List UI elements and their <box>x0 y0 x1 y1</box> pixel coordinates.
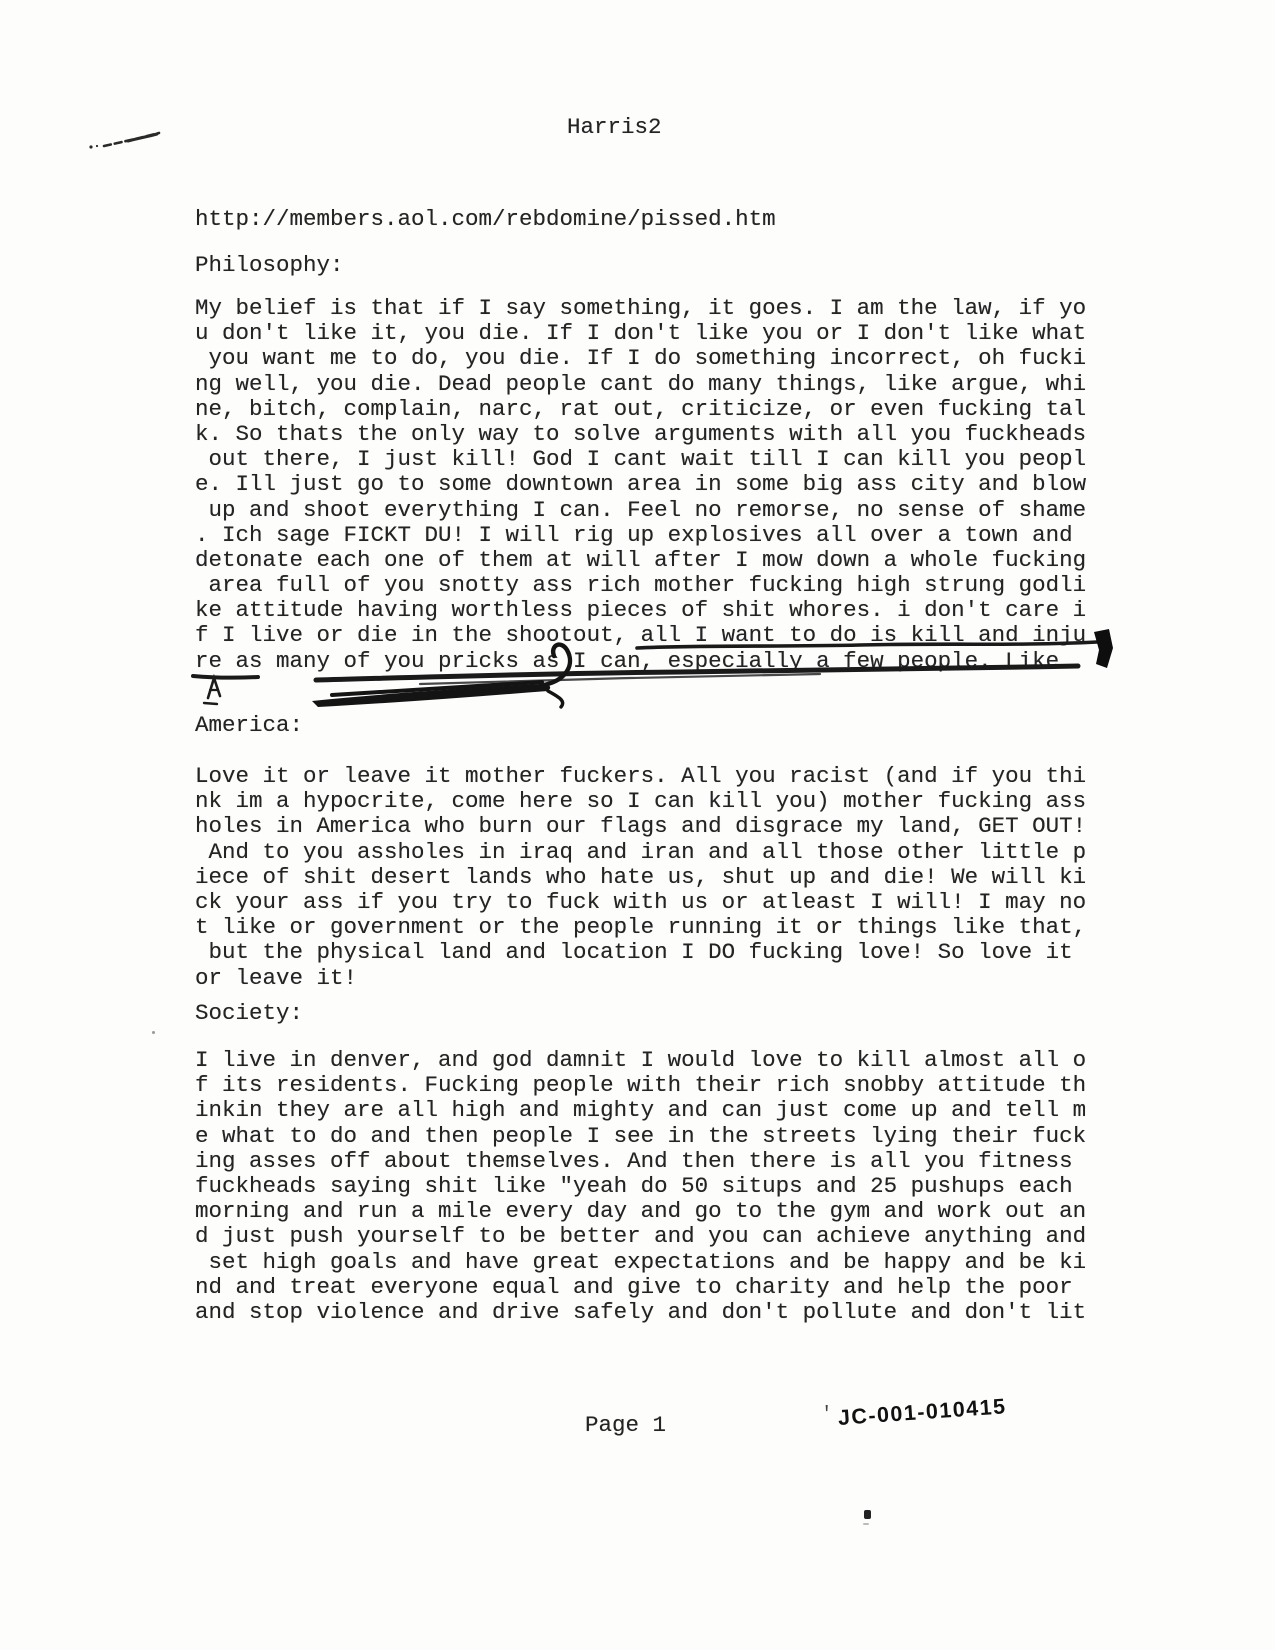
section-body-america <box>195 764 1086 991</box>
stray-dot <box>863 1510 871 1525</box>
page-title: Harris2 <box>567 114 662 140</box>
text-line: nd and treat everyone equal and give to charity and help the poor <box>195 1273 1073 1300</box>
section-heading-america: America: <box>195 712 304 738</box>
text-line: ne, bitch, complain, narc, rat out, criticize, or even fucking tal <box>195 395 1087 422</box>
section-heading-society: Society: <box>195 1000 304 1026</box>
text-line: nk im a hypocrite, come here so I can kill you) mother fucking ass <box>195 788 1087 815</box>
text-line: f I live or die in the shootout, all I want to do is kill and inju <box>195 622 1087 649</box>
text-line: set high goals and have great expectations and be happy and be ki <box>195 1248 1087 1275</box>
text-line: t like or government or the people running it or things like that, <box>195 914 1087 941</box>
margin-a-mark <box>204 678 220 704</box>
text-line: and stop violence and drive safely and don't pollute and don't lit <box>195 1298 1087 1325</box>
text-line: or leave it! <box>195 964 358 991</box>
page-number-label: Page 1 <box>585 1412 667 1438</box>
text-line: Love it or leave it mother fuckers. All you racist (and if you thi <box>195 763 1087 789</box>
text-line: . Ich sage FICKT DU! I will rig up explosives all over a town and <box>195 521 1073 548</box>
section-body-philosophy <box>195 296 1086 674</box>
text-line: f its residents. Fucking people with their rich snobby attitude th <box>195 1072 1087 1099</box>
text-line: holes in America who burn our flags and disgrace my land, GET OUT! <box>195 813 1087 840</box>
text-line: ng well, you die. Dead people cant do many things, like argue, whi <box>195 370 1087 397</box>
text-line: ke attitude having worthless pieces of shit whores. i don't care i <box>195 597 1087 624</box>
text-line: morning and run a mile every day and go to the gym and work out an <box>195 1198 1087 1225</box>
document-url: http://members.aol.com/rebdomine/pissed.htm <box>195 206 776 232</box>
text-line: And to you assholes in iraq and iran and all those other little p <box>195 838 1087 865</box>
scan-speck <box>152 1031 155 1034</box>
text-line: I live in denver, and god damnit I would love to kill almost all o <box>195 1047 1087 1073</box>
section-heading-philosophy: Philosophy: <box>195 252 344 278</box>
text-line: detonate each one of them at will after I mow down a whole fucking <box>195 546 1087 573</box>
section-body-society <box>195 1048 1086 1325</box>
text-line: e what to do and then people I see in the streets lying their fuck <box>195 1122 1087 1149</box>
text-line: u don't like it, you die. If I don't like you or I don't like what <box>195 320 1087 347</box>
text-line: out there, I just kill! God I cant wait till I can kill you peopl <box>195 446 1087 473</box>
text-line: My belief is that if I say something, it goes. I am the law, if yo <box>195 295 1087 321</box>
pen-scratch-icon <box>89 133 159 149</box>
bates-stamp: JC-001-010415 <box>837 1394 1008 1430</box>
text-line: ck your ass if you try to fuck with us or atleast I will! I may no <box>195 888 1087 915</box>
text-line: but the physical land and location I DO fucking love! So love it <box>195 939 1073 966</box>
stray-mark: ' <box>821 1403 833 1425</box>
text-line: d just push yourself to be better and you can achieve anything and <box>195 1223 1087 1250</box>
text-line: k. So thats the only way to solve arguments with all you fuckheads <box>195 420 1087 447</box>
text-line: ing asses off about themselves. And then there is all you fitness <box>195 1147 1073 1174</box>
text-line: re as many of you pricks as I can, especially a few people. Like <box>195 647 1060 674</box>
text-line: you want me to do, you die. If I do something incorrect, oh fucki <box>195 345 1087 372</box>
text-line: fuckheads saying shit like "yeah do 50 situps and 25 pushups each <box>195 1172 1073 1199</box>
redaction-blob <box>1094 629 1113 668</box>
text-line: area full of you snotty ass rich mother fucking high strung godli <box>195 572 1087 599</box>
text-line: inkin they are all high and mighty and can just come up and tell m <box>195 1097 1087 1124</box>
text-line: iece of shit desert lands who hate us, shut up and die! We will ki <box>195 863 1087 890</box>
text-line: up and shoot everything I can. Feel no remorse, no sense of shame <box>195 496 1087 523</box>
text-line: e. Ill just go to some downtown area in some big ass city and blow <box>195 471 1087 498</box>
